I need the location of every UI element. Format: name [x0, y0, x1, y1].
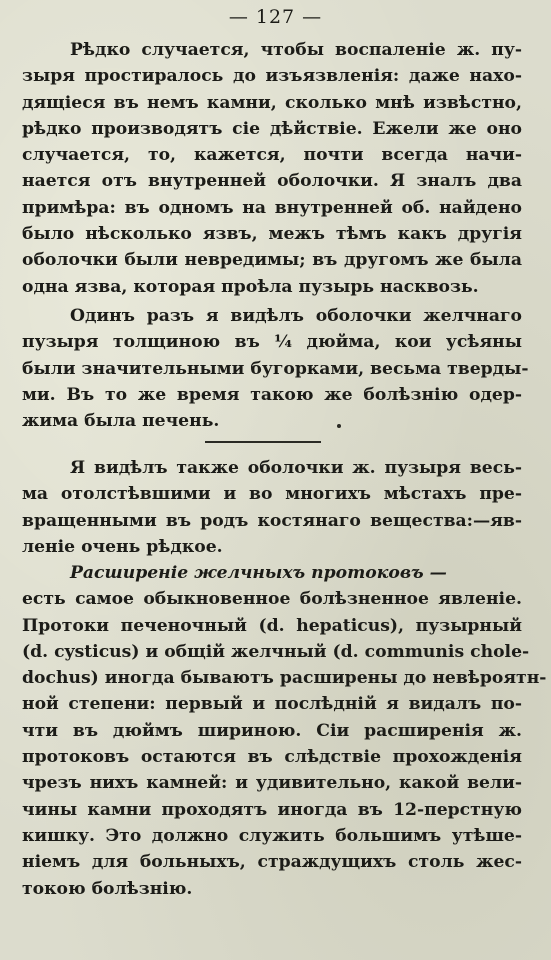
text-line: оболочки были невредимы; въ другомъ же была [22, 250, 522, 271]
text-line: жима была печень. [22, 411, 220, 432]
text-line: зыря простиралось до изъязвленія: даже нахо- [22, 66, 522, 87]
text-line: (d. cysticus) и общій желчный (d. communis chole- [22, 641, 530, 662]
text-line: пузыря толщиною въ ¼ дюйма, кои усѣяны [22, 332, 522, 353]
text-line: вращенными въ родъ костянаго вещества:—яв- [22, 510, 522, 531]
text-line: одна язва, которая проѣла пузырь насквозь. [22, 276, 479, 297]
text-line: дящіеся въ немъ камни, сколько мнѣ извѣстно, [22, 92, 522, 113]
paragraph-2 [22, 303, 529, 434]
text-line: чрезъ нихъ камней: и удивительно, какой вели- [22, 773, 522, 794]
text-line: чти въ дюймъ шириною. Сіи расширенія ж. [22, 720, 522, 741]
text-line: токою болѣзнію. [22, 878, 193, 899]
text-line: Я видѣлъ также оболочки ж. пузыря весь- [70, 458, 522, 478]
text-line: dochus) иногда бываютъ расширены до невѣроятн- [22, 668, 547, 689]
section-heading: Расширеніе желчныхъ протоковъ — [70, 563, 447, 583]
text-line: было нѣсколько язвъ, межъ тѣмъ какъ другія [22, 224, 522, 245]
section-divider [205, 441, 321, 443]
paragraph-1 [22, 37, 522, 300]
text-line: примѣра: въ одномъ на внутренней об. найдено [22, 197, 522, 218]
text-line: нается отъ внутренней оболочки. Я зналъ два [22, 171, 522, 192]
text-line: леніе очень рѣдкое. [22, 536, 223, 557]
text-line: кишку. Это должно служить большимъ утѣше- [22, 825, 522, 846]
text-line: есть самое обыкновенное болѣзненное явленіе. [22, 589, 522, 610]
text-line: были значительными бугорками, весьма тверды- [22, 358, 529, 379]
text-line: Одинъ разъ я видѣлъ оболочки желчнаго [70, 306, 522, 326]
text-line: ной степени: первый и послѣдній я видалъ по- [22, 694, 522, 715]
text-line: рѣдко производятъ сіе дѣйствіе. Ежели же оно [22, 118, 522, 139]
text-line: ніемъ для больныхъ, страждущихъ столь жес- [22, 852, 522, 873]
text-line: ми. Въ то же время такою же болѣзнію одер- [22, 384, 522, 405]
page-number: — 127 — [228, 6, 323, 28]
ink-speck [337, 424, 341, 428]
text-line: протоковъ остаются въ слѣдствіе прохожденія [22, 747, 522, 768]
text-line: чины камни проходятъ иногда въ 12-перстную [22, 799, 522, 820]
text-line: Протоки печеночный (d. hepaticus), пузырный [22, 615, 522, 636]
paragraph-3 [22, 455, 522, 560]
text-line: случается, то, кажется, почти всегда начи- [22, 145, 522, 166]
paragraph-4 [22, 560, 547, 902]
text-line: Рѣдко случается, чтобы воспаленіе ж. пу- [70, 40, 522, 60]
text-line: ма отолстѣвшими и во многихъ мѣстахъ пре- [22, 484, 522, 505]
